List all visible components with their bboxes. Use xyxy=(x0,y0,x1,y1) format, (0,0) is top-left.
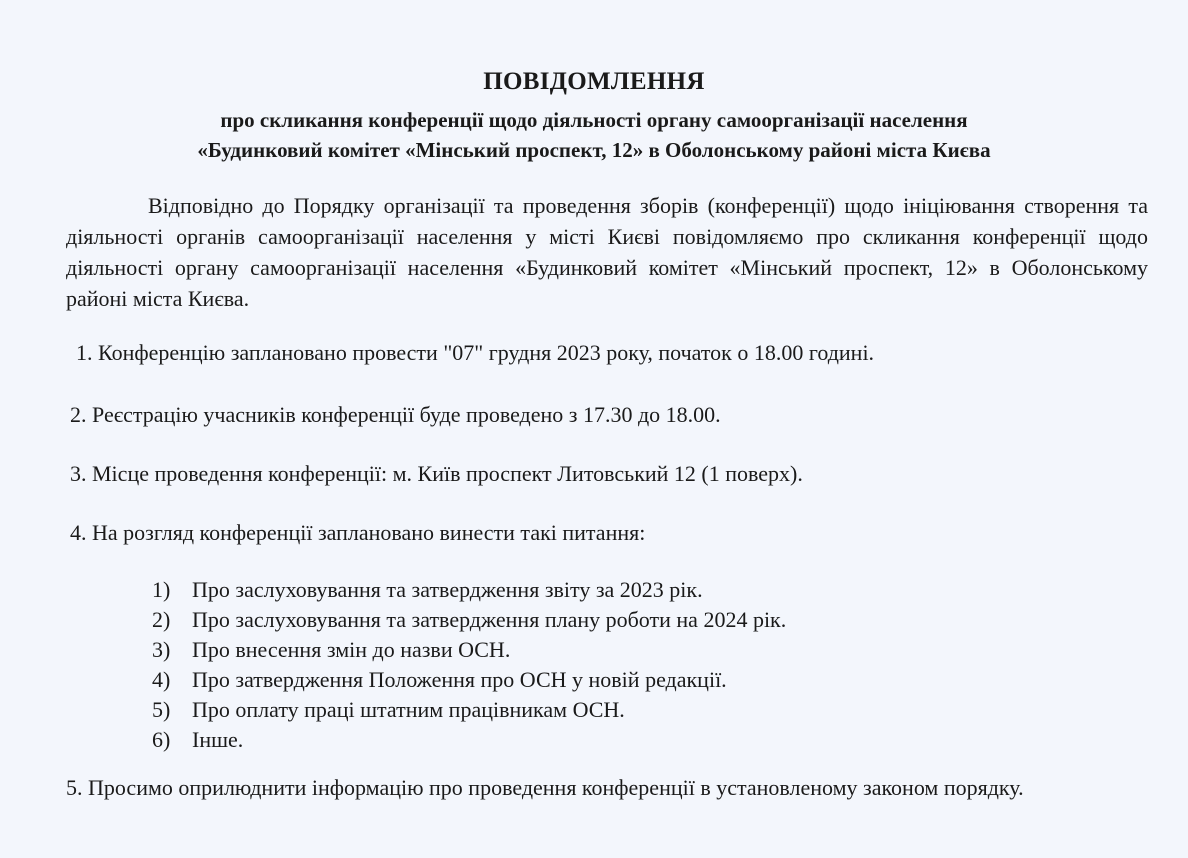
agenda-item xyxy=(152,605,786,635)
document-subtitle-line1: про скликання конференції щодо діяльності органу самоорганізації населення xyxy=(220,108,968,132)
agenda-item xyxy=(152,575,786,605)
agenda-item-text: Про затвердження Положення про ОСН у новій редакції. xyxy=(192,667,727,692)
agenda-item-text: Про заслуховування та затвердження плану роботи на 2024 рік. xyxy=(192,607,787,632)
agenda-list xyxy=(152,575,786,755)
agenda-item-text: Про оплату праці штатним працівникам ОСН. xyxy=(192,697,625,722)
item-3-location: 3. Місце проведення конференції: м. Київ проспект Литовський 12 (1 поверх). xyxy=(70,461,803,486)
agenda-item-number: 1) xyxy=(152,577,171,602)
agenda-item xyxy=(152,725,786,755)
item-2-registration: 2. Реєстрацію учасників конференції буде проведено з 17.30 до 18.00. xyxy=(70,402,721,427)
agenda-item xyxy=(152,695,786,725)
agenda-item xyxy=(152,635,786,665)
agenda-item-number: 2) xyxy=(152,607,171,632)
document-title: ПОВІДОМЛЕННЯ xyxy=(483,68,705,95)
agenda-item-text: Інше. xyxy=(192,727,244,752)
agenda-item-number: 3) xyxy=(152,637,171,662)
item-1-date: 1. Конференцію заплановано провести "07" грудня 2023 року, початок о 18.00 годині. xyxy=(76,340,875,365)
item-5-publication-request: 5. Просимо оприлюднити інформацію про проведення конференції в установленому законом порядку. xyxy=(66,775,1024,800)
agenda-item xyxy=(152,665,786,695)
item-4-agenda-intro: 4. На розгляд конференції заплановано винести такі питання: xyxy=(70,520,646,545)
agenda-item-number: 6) xyxy=(152,727,171,752)
agenda-item-text: Про заслуховування та затвердження звіту за 2023 рік. xyxy=(192,577,703,602)
agenda-item-number: 5) xyxy=(152,697,171,722)
document-subtitle-line2: «Будинковий комітет «Мінський проспект, 12» в Оболонському районі міста Києва xyxy=(197,138,991,162)
agenda-item-number: 4) xyxy=(152,667,171,692)
intro-paragraph: Відповідно до Порядку організації та проведення зборів (конференції) щодо ініціювання створення та діяльності органів самоорганізації населення у місті Києві повідомляємо про скликання конференції щодо діяльності органу самоорганізації населення «Будинковий комітет «Мінський проспект, 12» в Оболонському районі міста Києва. xyxy=(66,193,1148,311)
agenda-item-text: Про внесення змін до назви ОСН. xyxy=(192,637,511,662)
